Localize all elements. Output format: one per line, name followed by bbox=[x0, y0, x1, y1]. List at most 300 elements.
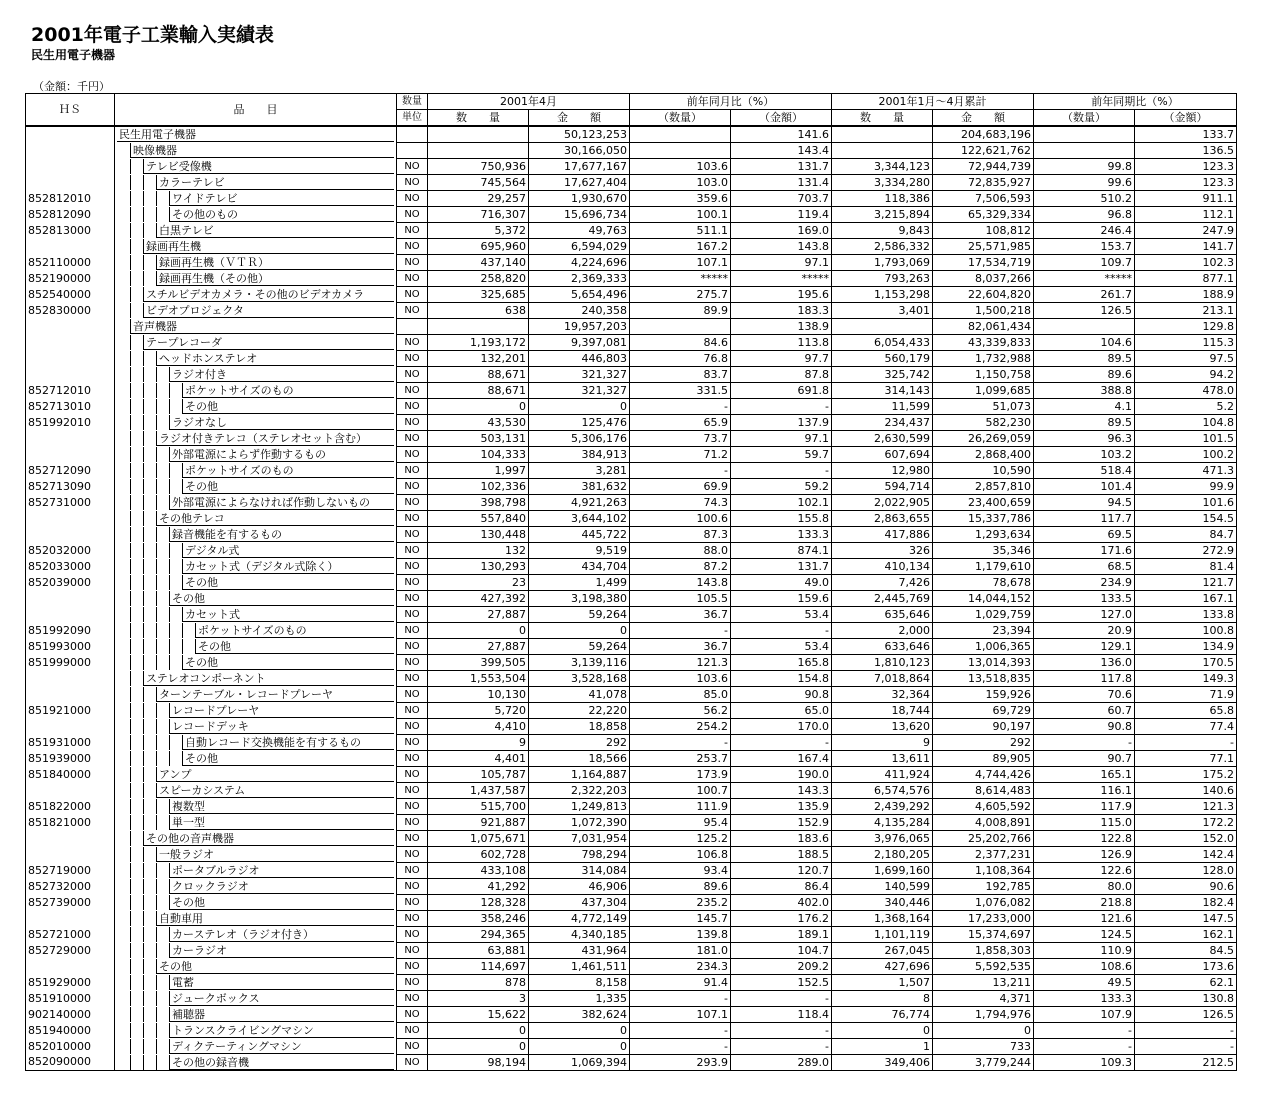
amount-cell: 434,704 bbox=[529, 559, 630, 575]
tree-guide-line bbox=[156, 383, 157, 398]
cum-yoy-qty-cell: 90.8 bbox=[1034, 719, 1135, 735]
yoy-qty-cell: - bbox=[630, 463, 731, 479]
tree-guide-line bbox=[156, 479, 157, 494]
item-name-cell bbox=[115, 1007, 397, 1023]
amount-cell: 321,327 bbox=[529, 367, 630, 383]
item-name: 民生用電子機器 bbox=[117, 127, 394, 142]
hs-code-cell bbox=[26, 783, 115, 799]
unit-cell: NO bbox=[397, 703, 428, 719]
cum-amount-cell: 14,044,152 bbox=[933, 591, 1034, 607]
tree-guide-line bbox=[156, 367, 157, 382]
cum-qty-cell: 1,101,119 bbox=[832, 927, 933, 943]
amount-cell: 0 bbox=[529, 1039, 630, 1055]
item-name-cell bbox=[115, 415, 397, 431]
cum-yoy-qty-cell: 124.5 bbox=[1034, 927, 1135, 943]
tree-guide-line bbox=[130, 815, 131, 830]
yoy1-header: 前年同月比（%） bbox=[630, 94, 832, 110]
tree-guide-line bbox=[130, 975, 131, 990]
item-name: ステレオコンポーネント bbox=[143, 671, 394, 686]
tree-guide-line bbox=[156, 495, 157, 510]
cum-amount-cell: 23,400,659 bbox=[933, 495, 1034, 511]
tree-guide-line bbox=[143, 575, 144, 590]
tree-guide-line bbox=[156, 815, 157, 830]
cum-yoy-qty-cell: 261.7 bbox=[1034, 287, 1135, 303]
tree-guide-line bbox=[143, 735, 144, 750]
yoy-qty-cell: 95.4 bbox=[630, 815, 731, 831]
yoy-qty-cell: 167.2 bbox=[630, 239, 731, 255]
amount-cell: 50,123,253 bbox=[529, 126, 630, 143]
qty-cell: 0 bbox=[428, 399, 529, 415]
amount-cell: 8,158 bbox=[529, 975, 630, 991]
table-row bbox=[26, 847, 1237, 863]
cum-qty-cell: 7,018,864 bbox=[832, 671, 933, 687]
yoy-amount-cell: 53.4 bbox=[731, 607, 832, 623]
cum-qty-cell: 3,401 bbox=[832, 303, 933, 319]
cum-yoy-qty-cell: 89.5 bbox=[1034, 351, 1135, 367]
cum-amount-cell: 1,108,364 bbox=[933, 863, 1034, 879]
amount-cell: 9,397,081 bbox=[529, 335, 630, 351]
cum-yoy-qty-cell: 117.9 bbox=[1034, 799, 1135, 815]
yoy-amount-cell: 135.9 bbox=[731, 799, 832, 815]
hs-code-cell: 851929000 bbox=[26, 975, 115, 991]
qty-cell bbox=[428, 126, 529, 143]
table-row bbox=[26, 1007, 1237, 1023]
tree-guide-line bbox=[143, 991, 144, 1006]
yoy-amount-cell: 159.6 bbox=[731, 591, 832, 607]
cum-qty-cell: 0 bbox=[832, 1023, 933, 1039]
qty-cell: 1,437,587 bbox=[428, 783, 529, 799]
tree-guide-line bbox=[156, 543, 157, 558]
yoy-qty-cell: 87.3 bbox=[630, 527, 731, 543]
cum-qty-cell: 2,630,599 bbox=[832, 431, 933, 447]
table-row bbox=[26, 831, 1237, 847]
table-row bbox=[26, 351, 1237, 367]
cum-yoy-amount-cell: 133.8 bbox=[1135, 607, 1237, 623]
cum-amount-cell: 78,678 bbox=[933, 575, 1034, 591]
amt-header: 金 額 bbox=[529, 110, 630, 127]
unit-cell: NO bbox=[397, 495, 428, 511]
item-name-cell bbox=[115, 271, 397, 287]
item-name: ヘッドホンステレオ bbox=[156, 351, 394, 366]
unit-cell: NO bbox=[397, 735, 428, 751]
unit-cell: NO bbox=[397, 639, 428, 655]
item-name: 外部電源によらなければ作動しないもの bbox=[169, 495, 394, 510]
tree-guide-line bbox=[130, 1039, 131, 1054]
tree-guide-line bbox=[169, 575, 170, 590]
cum-qty-cell: 18,744 bbox=[832, 703, 933, 719]
cum-qty-cell: 325,742 bbox=[832, 367, 933, 383]
tree-guide-line bbox=[130, 559, 131, 574]
cum-yoy-qty-cell: 115.0 bbox=[1034, 815, 1135, 831]
tree-guide-line bbox=[130, 959, 131, 974]
unit-cell: NO bbox=[397, 175, 428, 191]
item-name: トランスクライビングマシン bbox=[169, 1023, 394, 1038]
cum-yoy-qty-cell: 133.5 bbox=[1034, 591, 1135, 607]
qty-cell: 4,401 bbox=[428, 751, 529, 767]
qty-header: 数 量 bbox=[428, 110, 529, 127]
table-row bbox=[26, 463, 1237, 479]
cum-yoy-amount-cell: 129.8 bbox=[1135, 319, 1237, 335]
item-name: その他 bbox=[156, 959, 394, 974]
item-name-cell bbox=[115, 303, 397, 319]
amount-cell: 5,306,176 bbox=[529, 431, 630, 447]
hs-code-cell: 852110000 bbox=[26, 255, 115, 271]
qty-cell: 750,936 bbox=[428, 159, 529, 175]
amount-cell: 445,722 bbox=[529, 527, 630, 543]
table-row bbox=[26, 271, 1237, 287]
amount-cell: 1,930,670 bbox=[529, 191, 630, 207]
yoy-qty-cell: 100.6 bbox=[630, 511, 731, 527]
amount-cell: 4,224,696 bbox=[529, 255, 630, 271]
tree-guide-line bbox=[156, 623, 157, 638]
amount-cell: 3,644,102 bbox=[529, 511, 630, 527]
tree-guide-line bbox=[156, 719, 157, 734]
cum-amount-cell: 5,592,535 bbox=[933, 959, 1034, 975]
amount-cell: 9,519 bbox=[529, 543, 630, 559]
tree-guide-line bbox=[130, 479, 131, 494]
amount-cell: 314,084 bbox=[529, 863, 630, 879]
qty-cell: 695,960 bbox=[428, 239, 529, 255]
table-row bbox=[26, 959, 1237, 975]
yoy-amount-cell: 183.6 bbox=[731, 831, 832, 847]
item-name-cell bbox=[115, 559, 397, 575]
yoy-qty-cell: 173.9 bbox=[630, 767, 731, 783]
item-name: レコードデッキ bbox=[169, 719, 394, 734]
item-name-cell bbox=[115, 703, 397, 719]
hs-code-cell: 851821000 bbox=[26, 815, 115, 831]
tree-guide-line bbox=[130, 351, 131, 366]
cum-yoy-qty-cell: 20.9 bbox=[1034, 623, 1135, 639]
cum-yoy-amount-cell: 101.5 bbox=[1135, 431, 1237, 447]
unit-cell: NO bbox=[397, 815, 428, 831]
unit-cell: NO bbox=[397, 271, 428, 287]
yoy-qty-cell: 105.5 bbox=[630, 591, 731, 607]
yoy-qty-cell: 331.5 bbox=[630, 383, 731, 399]
qty-cell: 15,622 bbox=[428, 1007, 529, 1023]
qty-cell: 10,130 bbox=[428, 687, 529, 703]
cum-amount-cell: 292 bbox=[933, 735, 1034, 751]
tree-guide-line bbox=[143, 943, 144, 958]
table-row bbox=[26, 799, 1237, 815]
table-row bbox=[26, 639, 1237, 655]
tree-guide-line bbox=[156, 751, 157, 766]
yoy-amount-cell: 165.8 bbox=[731, 655, 832, 671]
tree-guide-line bbox=[130, 223, 131, 238]
tree-guide-line bbox=[130, 943, 131, 958]
tree-guide-line bbox=[130, 767, 131, 782]
tree-guide-line bbox=[169, 463, 170, 478]
cum-yoy-amount-cell: 173.6 bbox=[1135, 959, 1237, 975]
hs-code-cell: 852812010 bbox=[26, 191, 115, 207]
hs-code-cell: 852032000 bbox=[26, 543, 115, 559]
tree-guide-line bbox=[130, 303, 131, 318]
tree-guide-line bbox=[130, 911, 131, 926]
table-row bbox=[26, 991, 1237, 1007]
cum-amount-cell: 3,779,244 bbox=[933, 1055, 1034, 1071]
amount-cell: 18,858 bbox=[529, 719, 630, 735]
amount-cell: 15,696,734 bbox=[529, 207, 630, 223]
hs-code-cell: 851931000 bbox=[26, 735, 115, 751]
yoy-amount-cell: 167.4 bbox=[731, 751, 832, 767]
tree-guide-line bbox=[130, 495, 131, 510]
cum-qty-cell: 118,386 bbox=[832, 191, 933, 207]
cum-yoy-qty-cell: 96.8 bbox=[1034, 207, 1135, 223]
tree-guide-line bbox=[143, 719, 144, 734]
item-name-cell bbox=[115, 895, 397, 911]
item-name: カラーテレビ bbox=[156, 175, 394, 190]
cum-yoy-amount-cell: 213.1 bbox=[1135, 303, 1237, 319]
unit-cell: NO bbox=[397, 655, 428, 671]
yoy-amount-cell: 53.4 bbox=[731, 639, 832, 655]
item-name-cell bbox=[115, 575, 397, 591]
cum-qty-cell: 410,134 bbox=[832, 559, 933, 575]
amount-cell: 59,264 bbox=[529, 639, 630, 655]
qty-cell: 114,697 bbox=[428, 959, 529, 975]
tree-guide-line bbox=[156, 1039, 157, 1054]
cum-amount-cell: 4,744,426 bbox=[933, 767, 1034, 783]
tree-guide-line bbox=[130, 543, 131, 558]
yoy-qty-cell: 253.7 bbox=[630, 751, 731, 767]
hs-code-cell: 852039000 bbox=[26, 575, 115, 591]
yoy-amount-cell: 691.8 bbox=[731, 383, 832, 399]
cum-qty-cell: 3,334,280 bbox=[832, 175, 933, 191]
cum-amount-cell: 82,061,434 bbox=[933, 319, 1034, 335]
amount-cell: 3,139,116 bbox=[529, 655, 630, 671]
yoy-amount-cell: 152.9 bbox=[731, 815, 832, 831]
amount-cell: 384,913 bbox=[529, 447, 630, 463]
yoy-qty-cell: - bbox=[630, 991, 731, 1007]
table-row bbox=[26, 495, 1237, 511]
table-row bbox=[26, 1039, 1237, 1055]
item-name: ラジオ付き bbox=[169, 367, 394, 382]
table-row bbox=[26, 319, 1237, 335]
yoy-qty-cell: 56.2 bbox=[630, 703, 731, 719]
cum-amount-cell: 43,339,833 bbox=[933, 335, 1034, 351]
unit-cell: NO bbox=[397, 575, 428, 591]
qty-cell: 130,293 bbox=[428, 559, 529, 575]
yoy-amount-cell: - bbox=[731, 1023, 832, 1039]
cum-amount-cell: 22,604,820 bbox=[933, 287, 1034, 303]
item-name: その他 bbox=[169, 895, 394, 910]
item-name-cell bbox=[115, 911, 397, 927]
cum-amount-cell: 192,785 bbox=[933, 879, 1034, 895]
yoy-qty-cell bbox=[630, 319, 731, 335]
cum-amount-cell: 25,571,985 bbox=[933, 239, 1034, 255]
item-name: カセット式 bbox=[182, 607, 394, 622]
qty-cell bbox=[428, 319, 529, 335]
yoy-amount-cell: 137.9 bbox=[731, 415, 832, 431]
table-row bbox=[26, 1023, 1237, 1039]
import-table bbox=[25, 93, 1237, 1071]
tree-guide-line bbox=[143, 351, 144, 366]
unit-cell: NO bbox=[397, 1039, 428, 1055]
hs-code-cell bbox=[26, 319, 115, 335]
cum-yoy-qty-cell: 109.7 bbox=[1034, 255, 1135, 271]
tree-guide-line bbox=[143, 655, 144, 670]
tree-guide-line bbox=[130, 527, 131, 542]
unit-cell: NO bbox=[397, 303, 428, 319]
tree-guide-line bbox=[143, 367, 144, 382]
hs-code-cell: 851921000 bbox=[26, 703, 115, 719]
tree-guide-line bbox=[143, 1023, 144, 1038]
tree-guide-line bbox=[143, 895, 144, 910]
item-name-cell bbox=[115, 735, 397, 751]
cum-amount-cell: 1,732,988 bbox=[933, 351, 1034, 367]
amount-cell: 0 bbox=[529, 399, 630, 415]
item-name-cell bbox=[115, 799, 397, 815]
amount-cell: 49,763 bbox=[529, 223, 630, 239]
yoy-qty-cell: 111.9 bbox=[630, 799, 731, 815]
unit-cell: NO bbox=[397, 879, 428, 895]
cum-yoy-qty-cell: 94.5 bbox=[1034, 495, 1135, 511]
cum-yoy-amount-cell: 149.3 bbox=[1135, 671, 1237, 687]
hs-code-cell bbox=[26, 607, 115, 623]
tree-guide-line bbox=[130, 575, 131, 590]
cum-amount-cell: 2,868,400 bbox=[933, 447, 1034, 463]
tree-guide-line bbox=[130, 735, 131, 750]
cum-amount-cell: 13,518,835 bbox=[933, 671, 1034, 687]
hs-code-cell bbox=[26, 447, 115, 463]
yoy-amount-cell: 65.0 bbox=[731, 703, 832, 719]
tree-guide-line bbox=[169, 751, 170, 766]
tree-guide-line bbox=[143, 223, 144, 238]
yoy-qty-cell: 76.8 bbox=[630, 351, 731, 367]
table-row bbox=[26, 207, 1237, 223]
tree-guide-line bbox=[143, 1007, 144, 1022]
yoy-qty-cell: 103.6 bbox=[630, 671, 731, 687]
cum-yoy-qty-cell: 126.9 bbox=[1034, 847, 1135, 863]
item-name-cell bbox=[115, 495, 397, 511]
cum-yoy-amount-cell: 175.2 bbox=[1135, 767, 1237, 783]
item-name: 単一型 bbox=[169, 815, 394, 830]
amount-cell: 46,906 bbox=[529, 879, 630, 895]
cum-yoy-amount-cell: 188.9 bbox=[1135, 287, 1237, 303]
cum-amount-cell: 89,905 bbox=[933, 751, 1034, 767]
cum-amount-cell: 25,202,766 bbox=[933, 831, 1034, 847]
tree-guide-line bbox=[156, 735, 157, 750]
tree-guide-line bbox=[130, 463, 131, 478]
table-row bbox=[26, 223, 1237, 239]
item-name: その他 bbox=[195, 639, 394, 654]
item-name: テープレコーダ bbox=[143, 335, 394, 350]
cum-qty-cell: 3,215,894 bbox=[832, 207, 933, 223]
cum-yoy-qty-cell: 133.3 bbox=[1034, 991, 1135, 1007]
cum-amount-cell: 13,211 bbox=[933, 975, 1034, 991]
cum-qty-cell: 2,180,205 bbox=[832, 847, 933, 863]
hs-code-cell bbox=[26, 239, 115, 255]
hs-code-cell bbox=[26, 847, 115, 863]
cum-yoy-qty-cell: 69.5 bbox=[1034, 527, 1135, 543]
tree-guide-line bbox=[143, 495, 144, 510]
item-name: 電蓄 bbox=[169, 975, 394, 990]
cum-qty-cell: 1,699,160 bbox=[832, 863, 933, 879]
qty-cell: 63,881 bbox=[428, 943, 529, 959]
cum-yoy-qty-cell: 99.6 bbox=[1034, 175, 1135, 191]
table-row bbox=[26, 511, 1237, 527]
cum-qty-cell: 4,135,284 bbox=[832, 815, 933, 831]
unit-note: （金額：千円） bbox=[33, 80, 110, 93]
unit-cell: NO bbox=[397, 351, 428, 367]
item-name: 白黒テレビ bbox=[156, 223, 394, 238]
yoy-amount-cell: 154.8 bbox=[731, 671, 832, 687]
amount-cell: 4,921,263 bbox=[529, 495, 630, 511]
tree-guide-line bbox=[156, 415, 157, 430]
amount-cell: 1,069,394 bbox=[529, 1055, 630, 1071]
amount-cell: 431,964 bbox=[529, 943, 630, 959]
table-row bbox=[26, 783, 1237, 799]
item-name-cell bbox=[115, 287, 397, 303]
cum-amount-cell: 65,329,334 bbox=[933, 207, 1034, 223]
cum-yoy-amount-cell: 121.7 bbox=[1135, 575, 1237, 591]
cum-yoy-qty-cell: 122.8 bbox=[1034, 831, 1135, 847]
tree-guide-line bbox=[130, 383, 131, 398]
cum-qty-cell: 7,426 bbox=[832, 575, 933, 591]
yoy-amount-cell: 188.5 bbox=[731, 847, 832, 863]
cum-amt-header: 金 額 bbox=[933, 110, 1034, 127]
tree-guide-line bbox=[169, 383, 170, 398]
yoy-qty-cell: 511.1 bbox=[630, 223, 731, 239]
table-row bbox=[26, 927, 1237, 943]
yoy-amount-cell: 176.2 bbox=[731, 911, 832, 927]
tree-guide-line bbox=[156, 527, 157, 542]
yoy-qty-cell: 36.7 bbox=[630, 639, 731, 655]
tree-guide-line bbox=[169, 607, 170, 622]
tree-guide-line bbox=[156, 943, 157, 958]
qty-cell: 427,392 bbox=[428, 591, 529, 607]
unit-header-top: 数量 bbox=[397, 94, 428, 110]
yoy-qty-cell: 100.1 bbox=[630, 207, 731, 223]
item-name: 補聴器 bbox=[169, 1007, 394, 1022]
tree-guide-line bbox=[156, 575, 157, 590]
table-row bbox=[26, 703, 1237, 719]
cum-qty-cell: 2,445,769 bbox=[832, 591, 933, 607]
hs-code-cell: 852732000 bbox=[26, 879, 115, 895]
item-name-cell bbox=[115, 719, 397, 735]
tree-guide-line bbox=[130, 879, 131, 894]
cum-amount-cell: 122,621,762 bbox=[933, 143, 1034, 159]
tree-guide-line bbox=[130, 927, 131, 942]
yoy1-amt-header: （金額） bbox=[731, 110, 832, 127]
tree-guide-line bbox=[130, 255, 131, 270]
page-subtitle: 民生用電子機器 bbox=[31, 48, 116, 62]
tree-guide-line bbox=[130, 751, 131, 766]
hs-code-cell: 852712010 bbox=[26, 383, 115, 399]
cum-amount-cell: 15,374,697 bbox=[933, 927, 1034, 943]
yoy-qty-cell: - bbox=[630, 735, 731, 751]
tree-guide-line bbox=[130, 847, 131, 862]
tree-guide-line bbox=[143, 415, 144, 430]
amount-cell: 0 bbox=[529, 623, 630, 639]
item-name: カセット式（デジタル式除く） bbox=[182, 559, 394, 574]
qty-cell: 104,333 bbox=[428, 447, 529, 463]
cum-amount-cell: 26,269,059 bbox=[933, 431, 1034, 447]
cum-amount-cell: 7,506,593 bbox=[933, 191, 1034, 207]
item-name-cell bbox=[115, 335, 397, 351]
cum-yoy-amount-cell: 100.2 bbox=[1135, 447, 1237, 463]
yoy-amount-cell: 152.5 bbox=[731, 975, 832, 991]
cum-yoy-qty-cell: 122.6 bbox=[1034, 863, 1135, 879]
tree-guide-line bbox=[143, 767, 144, 782]
item-name: その他 bbox=[182, 575, 394, 590]
cum-yoy-amount-cell: 147.5 bbox=[1135, 911, 1237, 927]
unit-cell: NO bbox=[397, 927, 428, 943]
hs-code-cell bbox=[26, 959, 115, 975]
cum-qty-cell: 349,406 bbox=[832, 1055, 933, 1071]
qty-cell: 5,720 bbox=[428, 703, 529, 719]
item-name-cell bbox=[115, 927, 397, 943]
qty-cell: 325,685 bbox=[428, 287, 529, 303]
qty-cell: 557,840 bbox=[428, 511, 529, 527]
